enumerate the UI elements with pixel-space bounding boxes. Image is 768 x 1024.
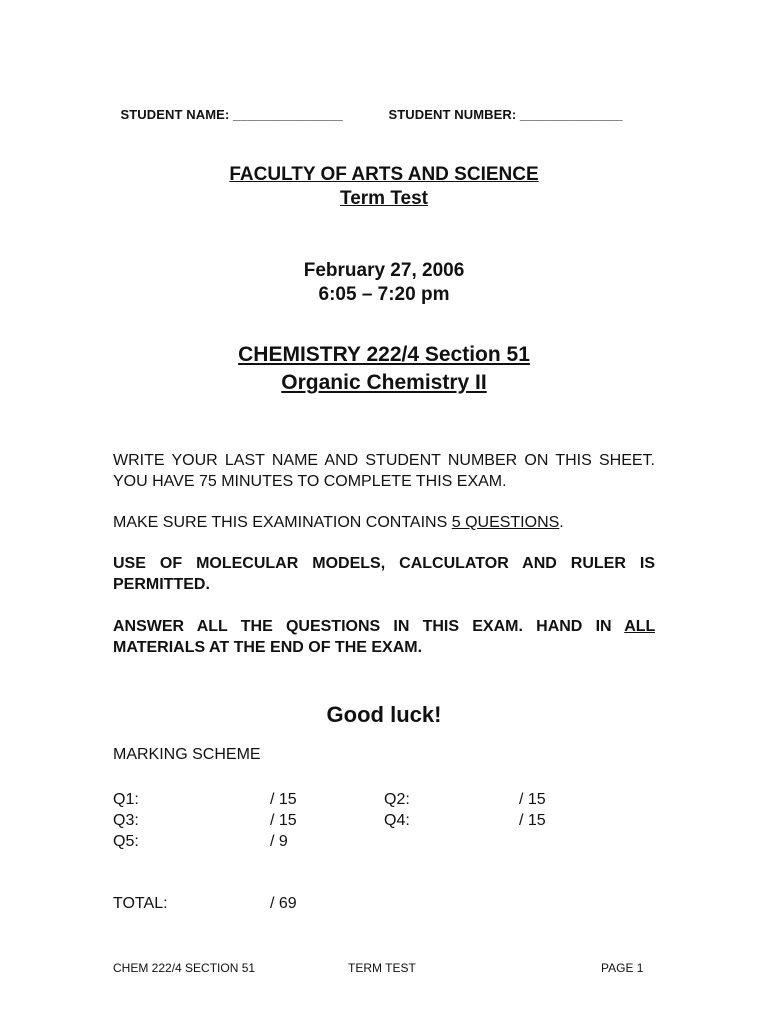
- footer-course: CHEM 222/4 SECTION 51: [113, 961, 256, 975]
- q4-score: / 15: [519, 812, 546, 829]
- q5-score: / 9: [270, 833, 288, 850]
- q3-label: Q3:: [113, 812, 139, 829]
- instruction-answer-all: [113, 616, 655, 658]
- q3-score: / 15: [270, 812, 297, 829]
- exam-date: February 27, 2006: [303, 260, 465, 281]
- footer-test: TERM TEST: [348, 961, 416, 975]
- instruction-name-time: WRITE YOUR LAST NAME AND STUDENT NUMBER ON THIS SHEET. YOU HAVE 75 MINUTES TO COMPLETE THIS EXAM.: [113, 452, 655, 490]
- instruction-p2-suffix: .: [559, 514, 564, 531]
- q5-label: Q5:: [113, 833, 139, 850]
- footer-page: PAGE 1: [601, 961, 644, 975]
- faculty-title: FACULTY OF ARTS AND SCIENCE: [229, 164, 539, 185]
- q2-label: Q2:: [384, 791, 410, 808]
- q4-label: Q4:: [384, 812, 410, 829]
- instruction-p4-suffix: MATERIALS AT THE END OF THE EXAM.: [113, 639, 423, 656]
- student-number-label: STUDENT NUMBER: ______________: [388, 107, 623, 122]
- question-count: 5 QUESTIONS: [451, 514, 560, 531]
- instruction-p2-prefix: MAKE SURE THIS EXAMINATION CONTAINS: [113, 514, 452, 531]
- total-label: TOTAL:: [113, 895, 168, 912]
- good-luck: Good luck!: [326, 702, 442, 727]
- all-emphasis: ALL: [624, 618, 655, 635]
- q1-score: / 15: [270, 791, 297, 808]
- instruction-permitted-items: USE OF MOLECULAR MODELS, CALCULATOR AND RULER IS PERMITTED.: [113, 555, 655, 593]
- marking-scheme-title: MARKING SCHEME: [113, 746, 261, 763]
- course-name: Organic Chemistry II: [281, 371, 487, 394]
- q1-label: Q1:: [113, 791, 139, 808]
- instruction-question-count: [113, 512, 655, 533]
- instruction-p4-prefix: ANSWER ALL THE QUESTIONS IN THIS EXAM. HAND IN: [113, 618, 625, 635]
- test-type: Term Test: [340, 188, 428, 209]
- course-code: CHEMISTRY 222/4 Section 51: [238, 343, 530, 366]
- student-number-line: [381, 92, 623, 122]
- student-info-line: [113, 92, 343, 122]
- student-name-label: STUDENT NAME: _______________: [120, 107, 344, 122]
- exam-time: 6:05 – 7:20 pm: [318, 284, 450, 305]
- total-score: / 69: [270, 895, 297, 912]
- q2-score: / 15: [519, 791, 546, 808]
